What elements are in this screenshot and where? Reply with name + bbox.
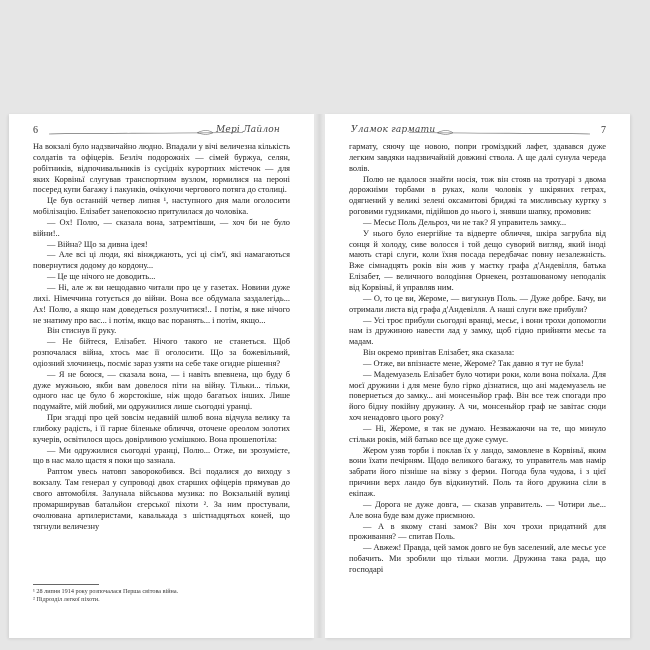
paragraph: Він стиснув її руку. xyxy=(47,326,117,336)
paragraph: Він окремо привітав Елізабет, яка сказала: xyxy=(363,348,515,358)
paragraph: — Месьє Поль Дельроз, чи не так? Я управитель замку... xyxy=(363,217,567,227)
paragraph: — Не бійтеся, Елізабет. Нічого такого не станеться. Щоб розпочалася війна, хтось має її оголосити. Що за божевільний, одіозний злочинець, посміє зараз узяти на себе таке огидне рішення? xyxy=(33,337,290,368)
paragraph: — Ох! Полю, — сказала вона, затремтівши, — хоч би не було війни!.. xyxy=(33,217,290,238)
flourish-ornament xyxy=(407,129,592,137)
paragraph: На вокзалі було надзвичайно людно. Впадали у вічі величезна кількість солдатів та офіцерів. Безліч подорожніх — сімей буржуа, селян, робітників, відпочивальників із сусідніх курортних містечок — для яких Корвіньї слугував транспортним вузлом, юрмилися на пероні посеред купи багажу і пакунків, очікуючи чергового потяга до столиці. xyxy=(33,142,290,195)
paragraph: Раптом увесь натовп заворокобився. Всі подалися до виходу з вокзалу. Там генерал у супроводі двох старших офіцерів прямував до свого автомобіля. Залунала військова музика: по Вокзальній вулиці промарширував батальйон єгерської піхоти ². За ним простували, очолювана артилеристами, кавалькада з шістнадцятьох коней, що тягнули величезну xyxy=(33,467,290,531)
right-running-header: Уламок гармати xyxy=(351,125,436,135)
paragraph: гармату, сяючу ще новою, попри громіздкий лафет, здавався дуже легким завдяки надзвичайній довжині ствола. А ще далі сунула череда волів. xyxy=(349,142,606,173)
paragraph: — Я не боюся, — сказала вона, — і навіть впевнена, що буду б дуже мужньою, якби вам довелося піти на війну. Тільки... тільки, одного нас це було б жорстокіше, ніж щодо багатьох інших. Лише подумайте, мій любий, ми одружилися лише сьогодні уранці. xyxy=(33,369,290,412)
right-page-header xyxy=(325,125,630,141)
paragraph: — Це ще нічого не доводить... xyxy=(47,272,156,282)
paragraph: Це був останній четвер липня ¹, наступного дня мали оголосити мобілізацію. Елізабет занепокоєно притулилася до чоловіка. xyxy=(33,196,290,217)
footnote: ¹ 28 липня 1914 року розпочалася Перша світова війна. xyxy=(33,588,179,595)
book-gutter xyxy=(314,114,325,638)
left-page-number: 6 xyxy=(33,125,38,136)
left-page xyxy=(9,114,314,638)
paragraph: При згадці про цей зовсім недавній шлюб вона відчула велику та глибоку радість, і її гарне біленьке обличчя, оточене ореолом золотих кучерів, освітилося щось довірливою усмішкою. Вона прошепотіла: xyxy=(33,413,290,444)
paragraph: — Але всі ці люди, які вінжджають, усі ці сім'ї, які намагаються повернутися додому до кордону... xyxy=(33,250,290,271)
paragraph: — Війна? Що за дивна ідея! xyxy=(47,239,148,249)
paragraph: У нього було енергійне та відверте обличчя, шкіра загрубла від сонця й холоду, сиве волосся і той дещо суворий вигляд, який іноді мають старі слуги, коли їхня посада передбачає повну незалежність. Вже сімнадцять років він жив у маєтку графа д'Андевілля, батька Елізабет, — величного володіння Орнекен, розташованому неподалік від Корвіньї, й управляв ним. xyxy=(349,228,606,292)
paragraph: — Ні, Жероме, я так не думаю. Незважаючи на те, що минуло стільки років, мій батько все ще дуже сумує. xyxy=(349,423,606,444)
footnote-rule xyxy=(33,584,99,585)
right-page xyxy=(325,114,630,638)
paragraph: — Авжеж! Правда, цей замок довго не був заселений, але месьє усе побачить. Ми зробили що тільки могли. Дружина така рада, що господарі xyxy=(349,543,606,574)
paragraph: — О, то це ви, Жероме, — вигукнув Поль. — Дуже добре. Бачу, ви отримали листа від графа д'Андевілля. А наші слуги вже прибули? xyxy=(349,293,606,314)
paragraph: — Дорога не дуже довга, — сказав управитель. — Чотири лье... Але вона буде вам дуже приємною. xyxy=(349,499,606,520)
paragraph: — Ні, але ж ви нещодавно читали про це у газетах. Новини дуже лихі. Німеччина готується до війни. Вона все обдумала заздалегідь... Ах! Полю, а якщо нам доведеться розлучитися!.. І потім, я вже нічого не знатиму про вас... і потім, якщо вас поранять... і потім, якщо... xyxy=(33,282,290,325)
paragraph: Жером узяв торби і поклав їх у ландо, замовлене в Корвіньї, яким вони їхати печірням. Щодо великого багажу, то управитель мав намір забрати його пізніше на візку з ферми. Погода була чудова, і з цієї причини верх ландо був відкинутий. Поль та його дружина сіли в екіпаж. xyxy=(349,445,606,498)
footnotes xyxy=(33,584,290,604)
paragraph: — А в якому стані замок? Він хоч трохи придатний для проживання? — спитав Поль. xyxy=(349,521,606,542)
paragraph: — Ми одружилися сьогодні уранці, Полю... Отже, ви зрозумієте, що в нас мало щастя я поки що зазнала. xyxy=(33,445,290,466)
left-page-header xyxy=(9,125,314,141)
footnote: ² Підрозділ легкої піхоти. xyxy=(33,596,100,604)
right-page-body xyxy=(349,142,606,576)
paragraph: — Мадемуазель Елізабет було чотири роки, коли вона поїхала. Для моєї дружини і для мене було гірко дізнатися, що ані мадемуазель не повернеться до замку... ані монсеньйор граф. Він все теж спогади про його бідну покійну дружину. А чи, монсеньйор граф не завітає сюди хоч ненадовго цього року? xyxy=(349,369,606,423)
left-page-body xyxy=(33,142,290,532)
paragraph: — Отже, ви впізнаєте мене, Жероме? Так давно я тут не була! xyxy=(363,358,584,368)
paragraph: Полю не вдалося знайти носія, тож він стояв на тротуарі з двома дорожніми торбами в руках, коли чоловік у шкіряних гетрах, одягнений у великі зелені оксамитові бриджі та мисливську куртку з роговими гудзиками, підійшов до нього і, знявши шапку, промовив: xyxy=(349,174,606,217)
left-running-header: Мері Лайлон xyxy=(216,125,280,135)
paragraph: — Усі троє прибули сьогодні вранці, месьє, і вони трохи допомогли нам із дружиною навести лад у замку, щоб гідно прийняти месьє та мадам. xyxy=(349,315,606,347)
right-page-number: 7 xyxy=(601,125,606,136)
